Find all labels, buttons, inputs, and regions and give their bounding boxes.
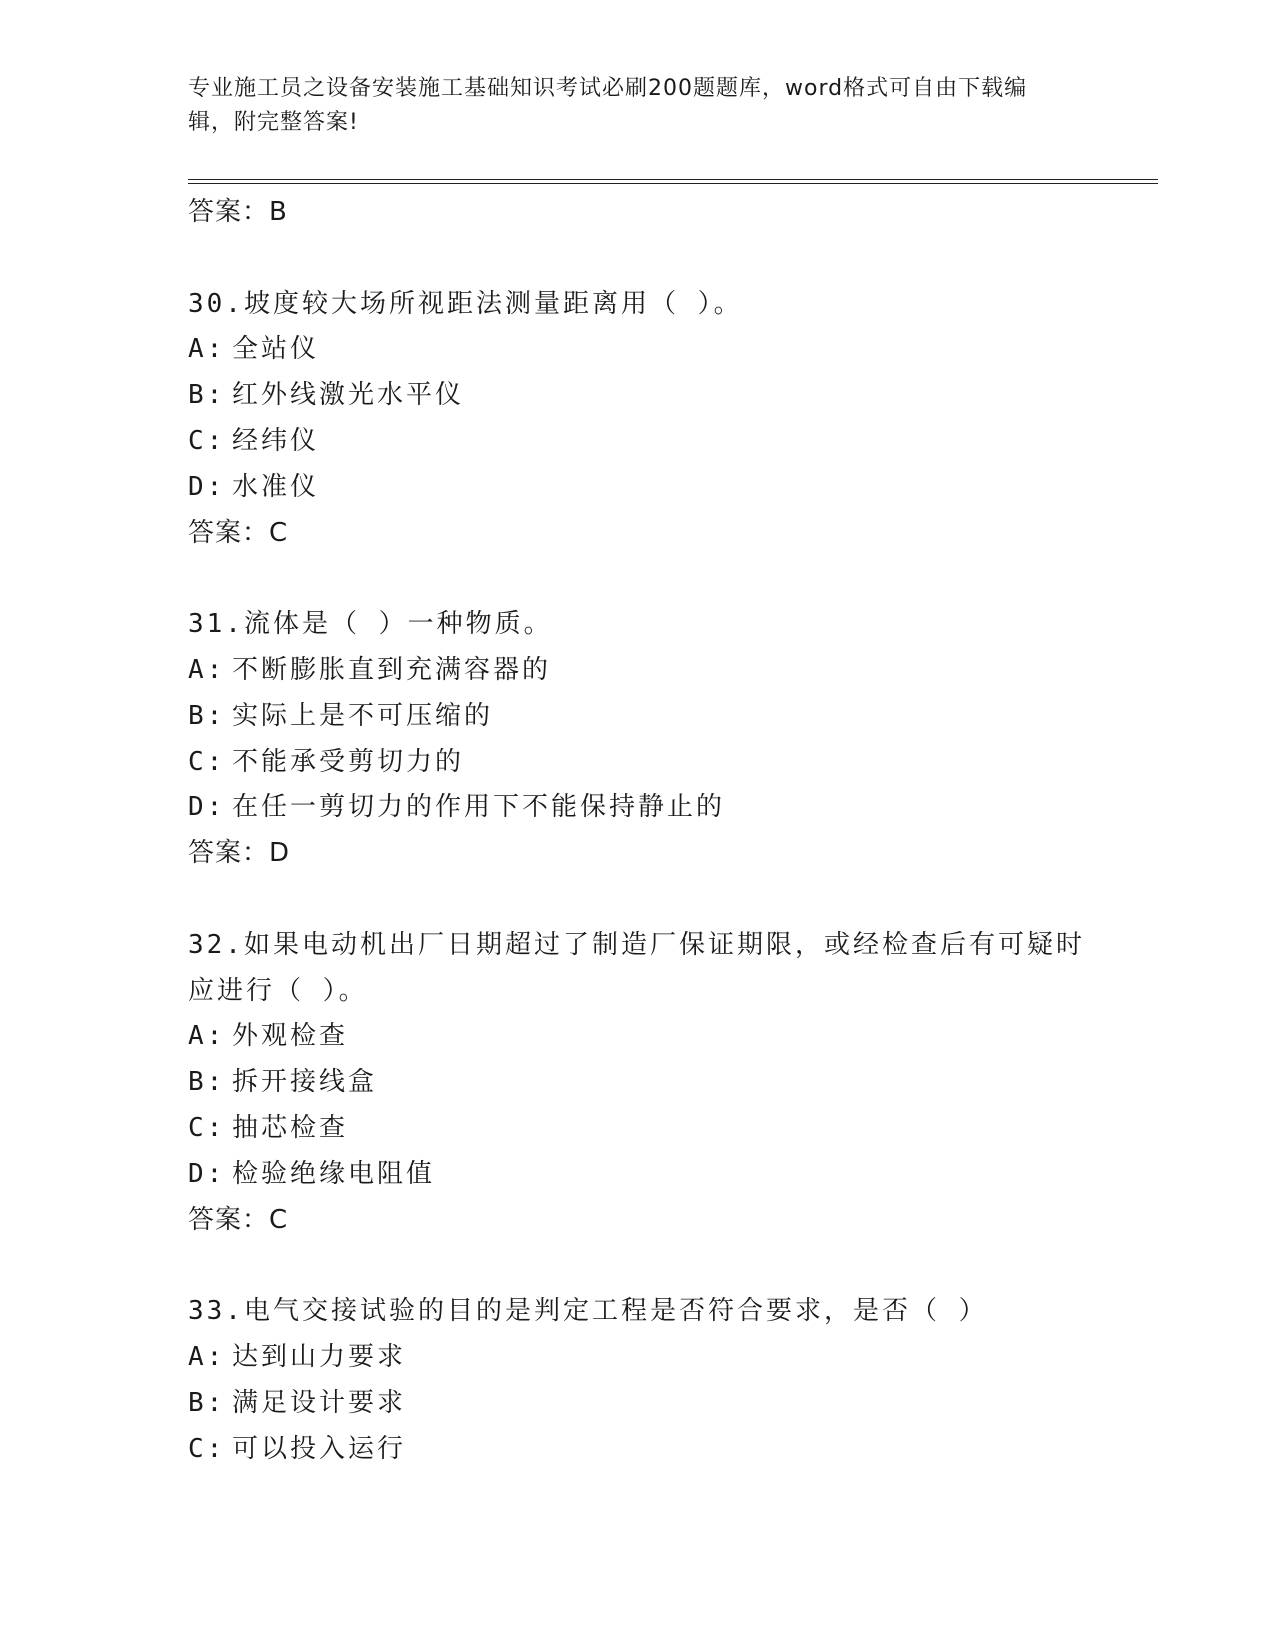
option-text: 水准仪 <box>232 471 320 502</box>
question-stem: 31.流体是（ ）一种物质。 <box>188 609 553 640</box>
option-key: D: <box>188 792 226 823</box>
spacer <box>188 556 1088 602</box>
option-text: 检验绝缘电阻值 <box>232 1158 436 1189</box>
document-header: 专业施工员之设备安装施工基础知识考试必刷200题题库，word格式可自由下载编辑，附完整答案! <box>188 76 1028 135</box>
option-text: 红外线激光水平仪 <box>232 380 465 411</box>
option <box>188 1427 1088 1473</box>
option-text: 外观检查 <box>232 1021 349 1052</box>
option-key: D: <box>188 1158 226 1189</box>
option-text: 抽芯检查 <box>232 1112 349 1143</box>
option <box>188 1060 1088 1106</box>
option-text: 不能承受剪切力的 <box>232 746 465 777</box>
question-stem: 30.坡度较大场所视距法测量距离用（ ）。 <box>188 288 743 319</box>
question-stem: 32.如果电动机出厂日期超过了制造厂保证期限，或经检查后有可疑时 <box>188 929 1085 960</box>
question-stem-continued: 应进行（ ）。 <box>188 975 368 1006</box>
question-stem: 33.电气交接试验的目的是判定工程是否符合要求，是否（ ） <box>188 1296 988 1327</box>
option-key: D: <box>188 471 226 502</box>
spacer <box>188 877 1088 923</box>
answer: 答案：C <box>188 1204 289 1235</box>
option <box>188 1106 1088 1152</box>
answer: 答案：D <box>188 838 291 869</box>
option-text: 经纬仪 <box>232 425 320 456</box>
option-text: 达到山力要求 <box>232 1341 407 1372</box>
option-key: A: <box>188 1021 226 1052</box>
header-divider <box>188 179 1158 184</box>
spacer <box>188 1243 1088 1289</box>
option-key: B: <box>188 1387 226 1418</box>
option <box>188 327 1088 373</box>
answer: 答案：C <box>188 517 289 548</box>
option-key: A: <box>188 654 226 685</box>
option <box>188 419 1088 465</box>
option <box>188 1014 1088 1060</box>
previous-answer: 答案：B <box>188 197 288 227</box>
option-text: 全站仪 <box>232 334 320 365</box>
option <box>188 1335 1088 1381</box>
option <box>188 648 1088 694</box>
option-key: B: <box>188 700 226 731</box>
option-key: B: <box>188 380 226 411</box>
option-key: C: <box>188 1433 226 1464</box>
option-key: C: <box>188 425 226 456</box>
option-text: 在任一剪切力的作用下不能保持静止的 <box>232 792 726 823</box>
option <box>188 373 1088 419</box>
option-text: 不断膨胀直到充满容器的 <box>232 654 552 685</box>
option-key: C: <box>188 1112 226 1143</box>
option-key: C: <box>188 746 226 777</box>
option <box>188 785 1088 831</box>
option <box>188 1152 1088 1198</box>
option-text: 满足设计要求 <box>232 1387 407 1418</box>
option-text: 实际上是不可压缩的 <box>232 700 494 731</box>
option <box>188 740 1088 786</box>
option-key: B: <box>188 1067 226 1098</box>
spacer <box>188 236 1088 282</box>
option <box>188 465 1088 511</box>
option <box>188 1381 1088 1427</box>
option-text: 可以投入运行 <box>232 1433 407 1464</box>
option-key: A: <box>188 334 226 365</box>
option <box>188 694 1088 740</box>
option-text: 拆开接线盒 <box>232 1067 378 1098</box>
question-list <box>188 190 1088 1472</box>
option-key: A: <box>188 1341 226 1372</box>
